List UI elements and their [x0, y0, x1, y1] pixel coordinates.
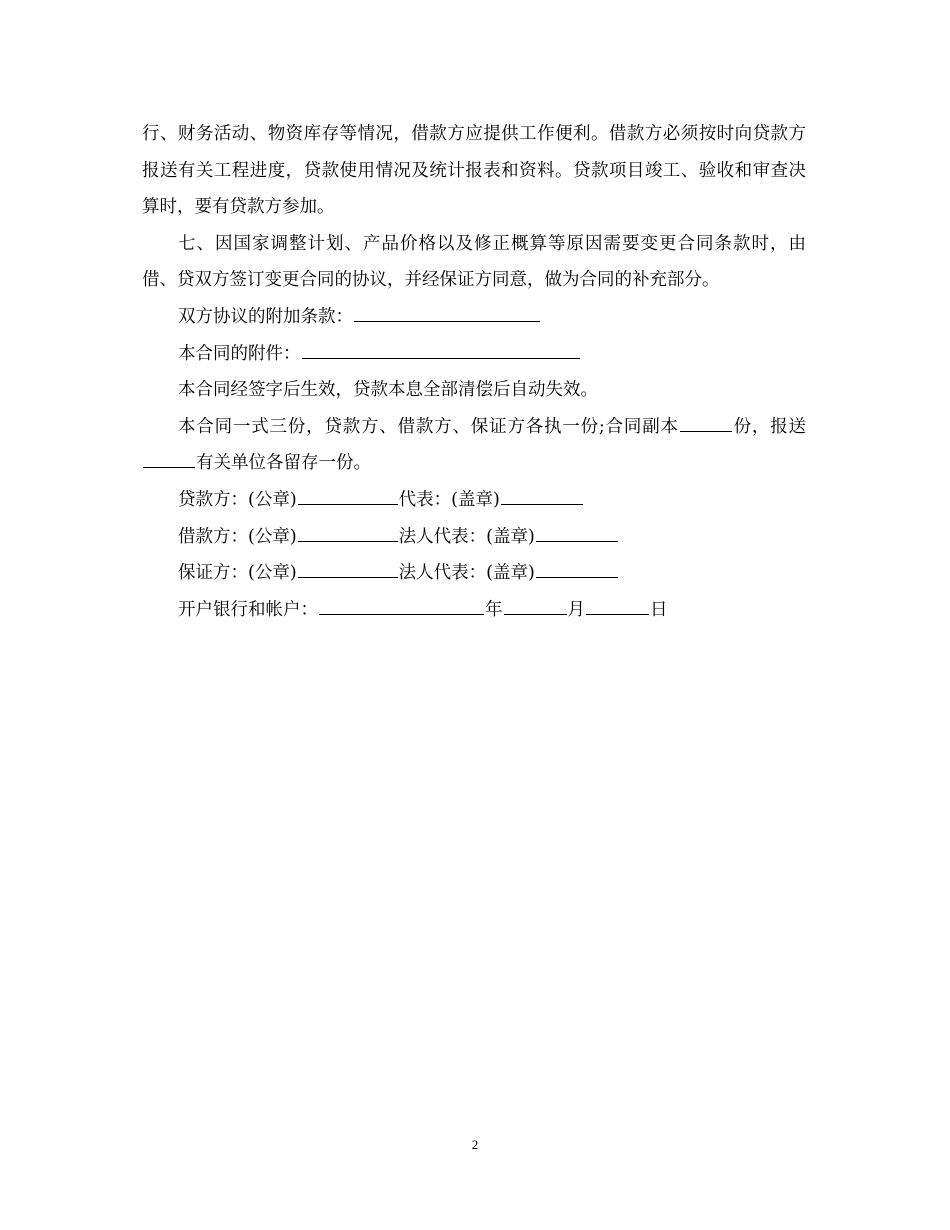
paragraph-effectiveness: 本合同经签字后生效，贷款本息全部清偿后自动失效。 [178, 380, 598, 401]
copies-text-part3: 有关单位各留存一份。 [196, 453, 371, 474]
signature-line-lender [142, 482, 806, 519]
borrower-seal-blank[interactable] [298, 524, 398, 542]
year-label: 年 [485, 599, 503, 620]
paragraph-attachments [142, 336, 806, 373]
guarantor-rep-blank[interactable] [536, 560, 618, 578]
paragraph-copies [142, 409, 806, 482]
lender-rep-blank[interactable] [501, 487, 583, 505]
bank-account-label: 开户银行和帐户： [178, 599, 318, 620]
day-blank[interactable] [586, 597, 649, 615]
signature-line-guarantor [142, 555, 806, 592]
day-label: 日 [650, 599, 668, 620]
paragraph-inspection-cooperation: 行、财务活动、物资库存等情况，借款方应提供工作便利。借款方必须按时向贷款方报送有关工程进度，贷款使用情况及统计报表和资料。贷款项目竣工、验收和审查决算时，要有贷款方参加。 [142, 124, 806, 218]
additional-terms-blank[interactable] [354, 304, 540, 322]
lender-seal-blank[interactable] [298, 487, 398, 505]
borrower-rep-label: 法人代表：(盖章) [398, 526, 535, 547]
signature-line-borrower [142, 519, 806, 556]
attachments-blank[interactable] [302, 341, 580, 359]
copies-text-part1: 本合同一式三份，贷款方、借款方、保证方各执一份;合同副本 [178, 416, 679, 437]
recipient-blank[interactable] [143, 450, 195, 468]
lender-rep-label: 代表：(盖章) [398, 489, 500, 510]
paragraph-additional-terms [142, 299, 806, 336]
borrower-rep-blank[interactable] [536, 524, 618, 542]
copies-count-blank[interactable] [680, 414, 732, 432]
document-body [142, 116, 806, 628]
bank-account-blank[interactable] [319, 597, 484, 615]
copies-text-part2: 份，报送 [732, 416, 806, 437]
guarantor-label: 保证方：(公章) [178, 563, 297, 584]
page-number: 2 [471, 1137, 479, 1152]
additional-terms-label: 双方协议的附加条款： [178, 306, 353, 327]
month-label: 月 [567, 599, 585, 620]
month-blank[interactable] [504, 597, 567, 615]
guarantor-rep-label: 法人代表：(盖章) [398, 563, 535, 584]
borrower-label: 借款方：(公章) [178, 526, 297, 547]
lender-label: 贷款方：(公章) [178, 489, 297, 510]
paragraph-contract-modification: 七、因国家调整计划、产品价格以及修正概算等原因需要变更合同条款时，由借、贷双方签订变更合同的协议，并经保证方同意，做为合同的补充部分。 [142, 233, 806, 291]
attachments-label: 本合同的附件： [178, 343, 301, 364]
signature-line-bank-date [142, 592, 806, 629]
guarantor-seal-blank[interactable] [298, 560, 398, 578]
